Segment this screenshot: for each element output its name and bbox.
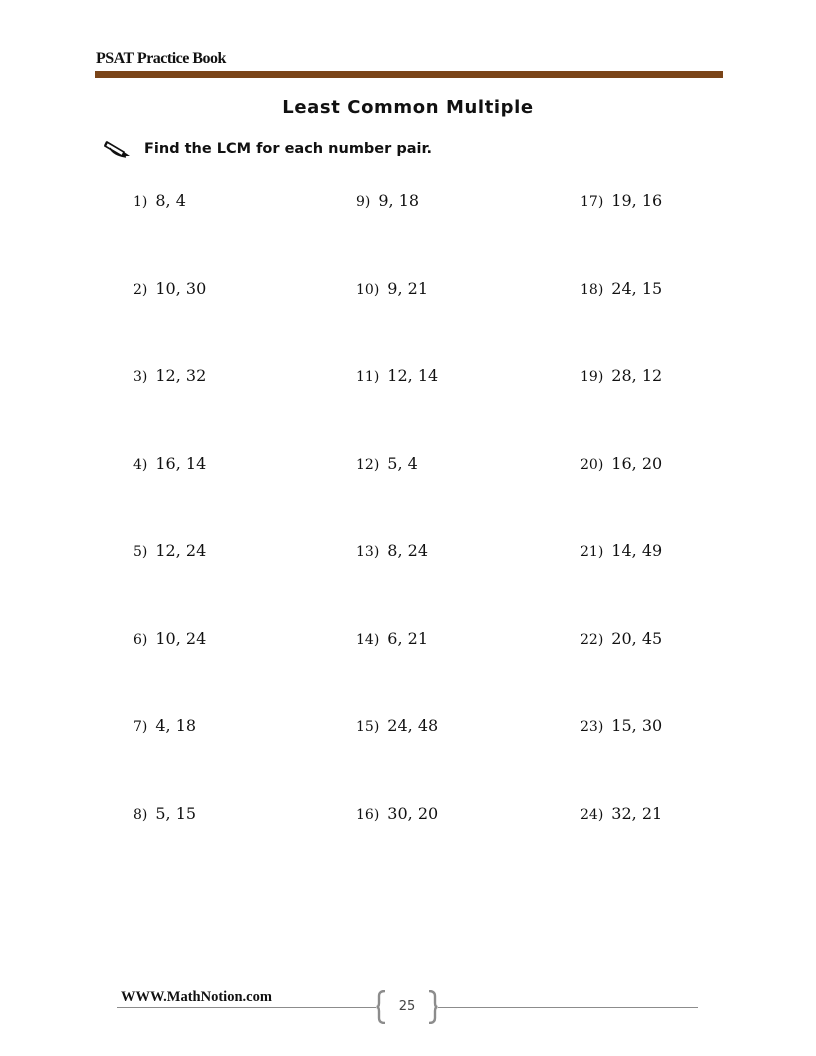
problem-pair: 9, 21 xyxy=(387,278,428,298)
problem-item xyxy=(133,541,206,560)
problem-item xyxy=(133,629,206,648)
problem-item xyxy=(356,279,428,298)
pencil-icon xyxy=(104,139,134,159)
problem-number: 20) xyxy=(580,456,604,473)
problem-number: 21) xyxy=(580,544,604,560)
problem-pair: 8, 4 xyxy=(155,191,186,210)
problem-item xyxy=(580,191,662,210)
problem-item xyxy=(356,454,418,473)
problem-number: 10) xyxy=(356,281,380,298)
problem-pair: 16, 20 xyxy=(611,453,663,473)
problem-pair: 12, 32 xyxy=(155,366,207,385)
problem-item xyxy=(580,541,662,560)
header-rule xyxy=(95,71,723,78)
problem-pair: 14, 49 xyxy=(611,541,663,560)
problem-item xyxy=(580,366,662,385)
problem-pair: 9, 18 xyxy=(378,191,420,210)
problem-item xyxy=(356,716,438,735)
problem-item xyxy=(133,454,206,473)
problem-number: 17) xyxy=(580,194,604,210)
problem-pair: 6, 21 xyxy=(387,628,428,648)
problem-item xyxy=(356,629,428,648)
page-number: 25 xyxy=(398,999,416,1014)
problem-item xyxy=(580,629,662,648)
footer-website: WWW.MathNotion.com xyxy=(121,989,272,1005)
problem-number: 9) xyxy=(356,194,371,210)
problem-pair: 16, 14 xyxy=(155,453,207,473)
instruction xyxy=(104,139,432,159)
problem-item xyxy=(580,804,662,823)
problem-item xyxy=(356,804,438,823)
problem-number: 16) xyxy=(356,806,380,823)
right-bracket-icon xyxy=(428,990,438,1024)
header-title: PSAT Practice Book xyxy=(96,50,226,67)
problem-number: 3) xyxy=(133,369,148,385)
problem-item xyxy=(133,804,196,823)
problem-pair: 5, 4 xyxy=(387,453,418,473)
footer-rule-left xyxy=(117,1007,376,1008)
problem-number: 15) xyxy=(356,719,380,735)
footer-rule-right xyxy=(438,1007,698,1008)
problem-pair: 19, 16 xyxy=(611,191,663,210)
problem-item xyxy=(580,454,662,473)
problem-item xyxy=(133,191,186,210)
problem-number: 5) xyxy=(133,544,148,560)
problem-number: 12) xyxy=(356,456,380,473)
problem-pair: 8, 24 xyxy=(387,541,428,560)
problem-pair: 30, 20 xyxy=(387,803,439,823)
problem-item xyxy=(133,366,206,385)
problem-pair: 10, 24 xyxy=(155,628,207,648)
problem-pair: 12, 14 xyxy=(387,366,439,385)
problem-number: 6) xyxy=(133,631,148,648)
problem-pair: 24, 15 xyxy=(611,278,663,298)
problem-item xyxy=(580,716,662,735)
problem-pair: 32, 21 xyxy=(611,803,663,823)
problem-number: 8) xyxy=(133,806,148,823)
problem-number: 4) xyxy=(133,456,148,473)
problem-number: 13) xyxy=(356,544,380,560)
problem-number: 1) xyxy=(133,194,148,210)
page-number-box xyxy=(376,990,438,1024)
problem-item xyxy=(356,541,428,560)
problem-pair: 20, 45 xyxy=(611,628,663,648)
problem-number: 7) xyxy=(133,719,148,735)
problem-pair: 4, 18 xyxy=(155,716,197,735)
problem-number: 22) xyxy=(580,631,604,648)
problem-pair: 24, 48 xyxy=(387,716,439,735)
problem-number: 24) xyxy=(580,806,604,823)
page-title: Least Common Multiple xyxy=(282,97,534,118)
problem-number: 18) xyxy=(580,281,604,298)
problem-pair: 5, 15 xyxy=(155,803,197,823)
problem-item xyxy=(580,279,662,298)
problem-item xyxy=(133,279,206,298)
problem-item xyxy=(133,716,196,735)
problem-number: 2) xyxy=(133,281,148,298)
problem-number: 14) xyxy=(356,631,380,648)
problem-item xyxy=(356,366,438,385)
problem-pair: 10, 30 xyxy=(155,278,207,298)
problem-number: 11) xyxy=(356,369,380,385)
problem-number: 23) xyxy=(580,719,604,735)
instruction-text: Find the LCM for each number pair. xyxy=(144,141,433,157)
problem-pair: 28, 12 xyxy=(611,366,663,385)
problem-pair: 12, 24 xyxy=(155,541,207,560)
problem-number: 19) xyxy=(580,369,604,385)
problem-item xyxy=(356,191,419,210)
problem-pair: 15, 30 xyxy=(611,716,663,735)
